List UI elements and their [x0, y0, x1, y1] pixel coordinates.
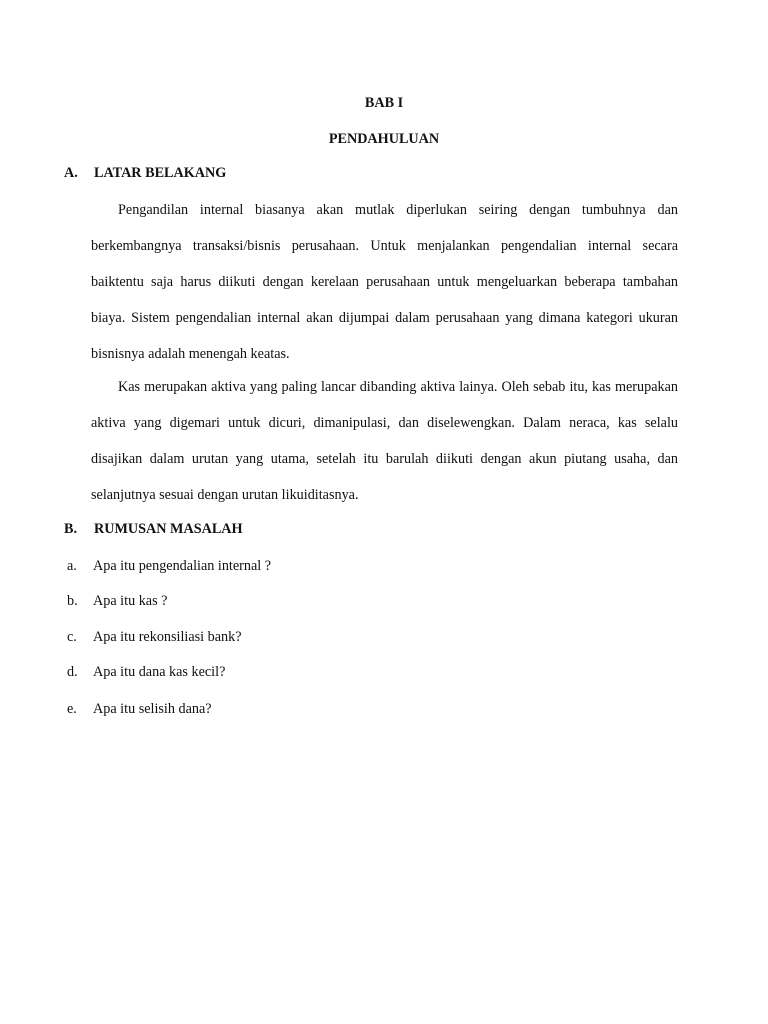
list-item [67, 664, 225, 681]
list-item-label: a. [67, 558, 77, 574]
list-item-text: Apa itu pengendalian internal ? [93, 558, 272, 574]
list-item [67, 629, 242, 646]
list-item-text: Apa itu selisih dana? [93, 701, 212, 717]
list-item-label: b. [67, 593, 78, 609]
list-item-label: e. [67, 701, 77, 717]
list-item-text: Apa itu rekonsiliasi bank? [93, 629, 242, 645]
list-item-text: Apa itu dana kas kecil? [93, 664, 226, 680]
paragraph-2: Kas merupakan aktiva yang paling lancar dibanding aktiva lainya. Oleh sebab itu, kas merupakan aktiva yang digemari untuk dicuri, dimanipulasi, dan diselewengkan. Dalam neraca, kas selalu disajikan dalam urutan yang utama, setelah itu barulah diikuti dengan akun piutang usaha, dan selanjutnya sesuai dengan urutan likuiditasnya. [91, 379, 678, 503]
list-item-label: c. [67, 629, 77, 645]
section-a-title: LATAR BELAKANG [94, 165, 227, 181]
paragraph-1: Pengandilan internal biasanya akan mutlak diperlukan seiring dengan tumbuhnya dan berkembangnya transaksi/bisnis perusahaan. Untuk menjalankan pengendalian internal secara baiktentu saja harus diikuti dengan kerelaan perusahaan untuk mengeluarkan beberapa tambahan biaya. Sistem pengendalian internal akan dijumpai dalam perusahaan yang dimana kategori ukuran bisnisnya adalah menengah keatas. [91, 202, 678, 362]
list-item [67, 593, 167, 610]
section-b-title: RUMUSAN MASALAH [94, 521, 243, 537]
section-a-label: A. [64, 165, 78, 181]
list-item-text: Apa itu kas ? [93, 593, 168, 609]
list-item [67, 701, 212, 718]
list-item-label: d. [67, 664, 78, 680]
section-a-heading [64, 165, 226, 182]
list-item [67, 558, 271, 575]
section-b-label: B. [64, 521, 78, 537]
section-b-heading [64, 521, 243, 538]
chapter-label: BAB I [364, 95, 404, 111]
chapter-title: PENDAHULUAN [328, 131, 440, 147]
